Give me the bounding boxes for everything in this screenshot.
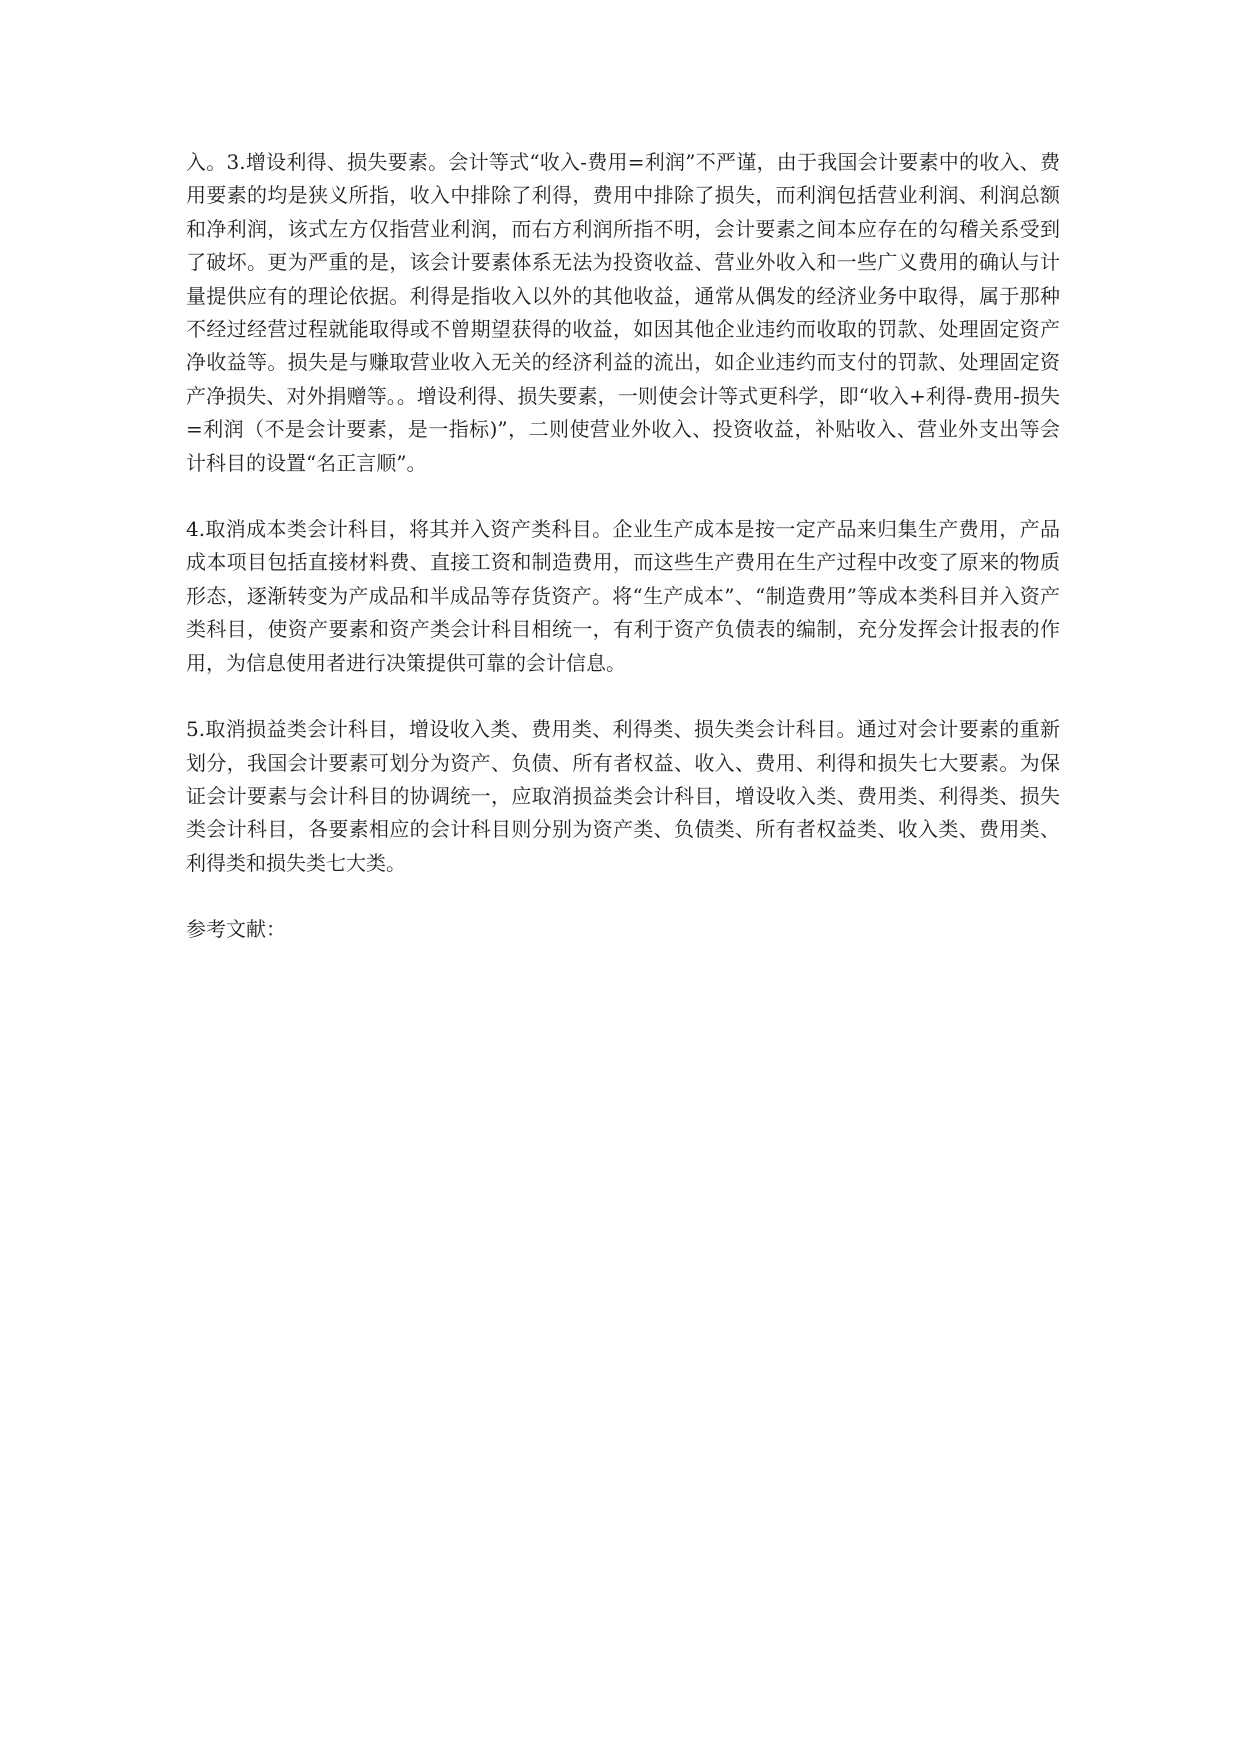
paragraph-gains-losses-elements: 入。3.增设利得、损失要素。会计等式“收入-费用=利润”不严谨，由于我国会计要素中的收入、费用要素的均是狭义所指，收入中排除了利得，费用中排除了损失，而利润包括营业利润、利润总额和净利润，该式左方仅指营业利润，而右方利润所指不明，会计要素之间本应存在的勾稽关系受到了破坏。更为严重的是，该会计要素体系无法为投资收益、营业外收入和一些广义费用的确认与计量提供应有的理论依据。利得是指收入以外的其他收益，通常从偶发的经济业务中取得，属于那种不经过经营过程就能取得或不曾期望获得的收益，如因其他企业违约而收取的罚款、处理固定资产净收益等。损失是与赚取营业收入无关的经济利益的流出，如企业违约而支付的罚款、处理固定资产净损失、对外捐赠等。。增设利得、损失要素，一则使会计等式更科学，即“收入+利得-费用-损失=利润（不是会计要素，是一指标)”，二则使营业外收入、投资收益，补贴收入、营业外支出等会计科目的设置“名正言顺”。 [186,150,1060,475]
document-page [186,146,1060,947]
paragraph-profit-loss-accounts: 5.取消损益类会计科目，增设收入类、费用类、利得类、损失类会计科目。通过对会计要素的重新划分，我国会计要素可划分为资产、负债、所有者权益、收入、费用、利得和损失七大要素。为保证会计要素与会计科目的协调统一，应取消损益类会计科目，增设收入类、费用类、利得类、损失类会计科目，各要素相应的会计科目则分别为资产类、负债类、所有者权益类、收入类、费用类、利得类和损失类七大类。 [186,717,1060,875]
references-heading: 参考文献： [186,917,286,942]
paragraph-cost-accounts: 4.取消成本类会计科目，将其并入资产类科目。企业生产成本是按一定产品来归集生产费用，产品成本项目包括直接材料费、直接工资和制造费用，而这些生产费用在生产过程中改变了原来的物质形态，逐渐转变为产成品和半成品等存货资产。将“生产成本”、“制造费用”等成本类科目并入资产类科目，使资产要素和资产类会计科目相统一，有利于资产负债表的编制，充分发挥会计报表的作用，为信息使用者进行决策提供可靠的会计信息。 [186,517,1060,675]
